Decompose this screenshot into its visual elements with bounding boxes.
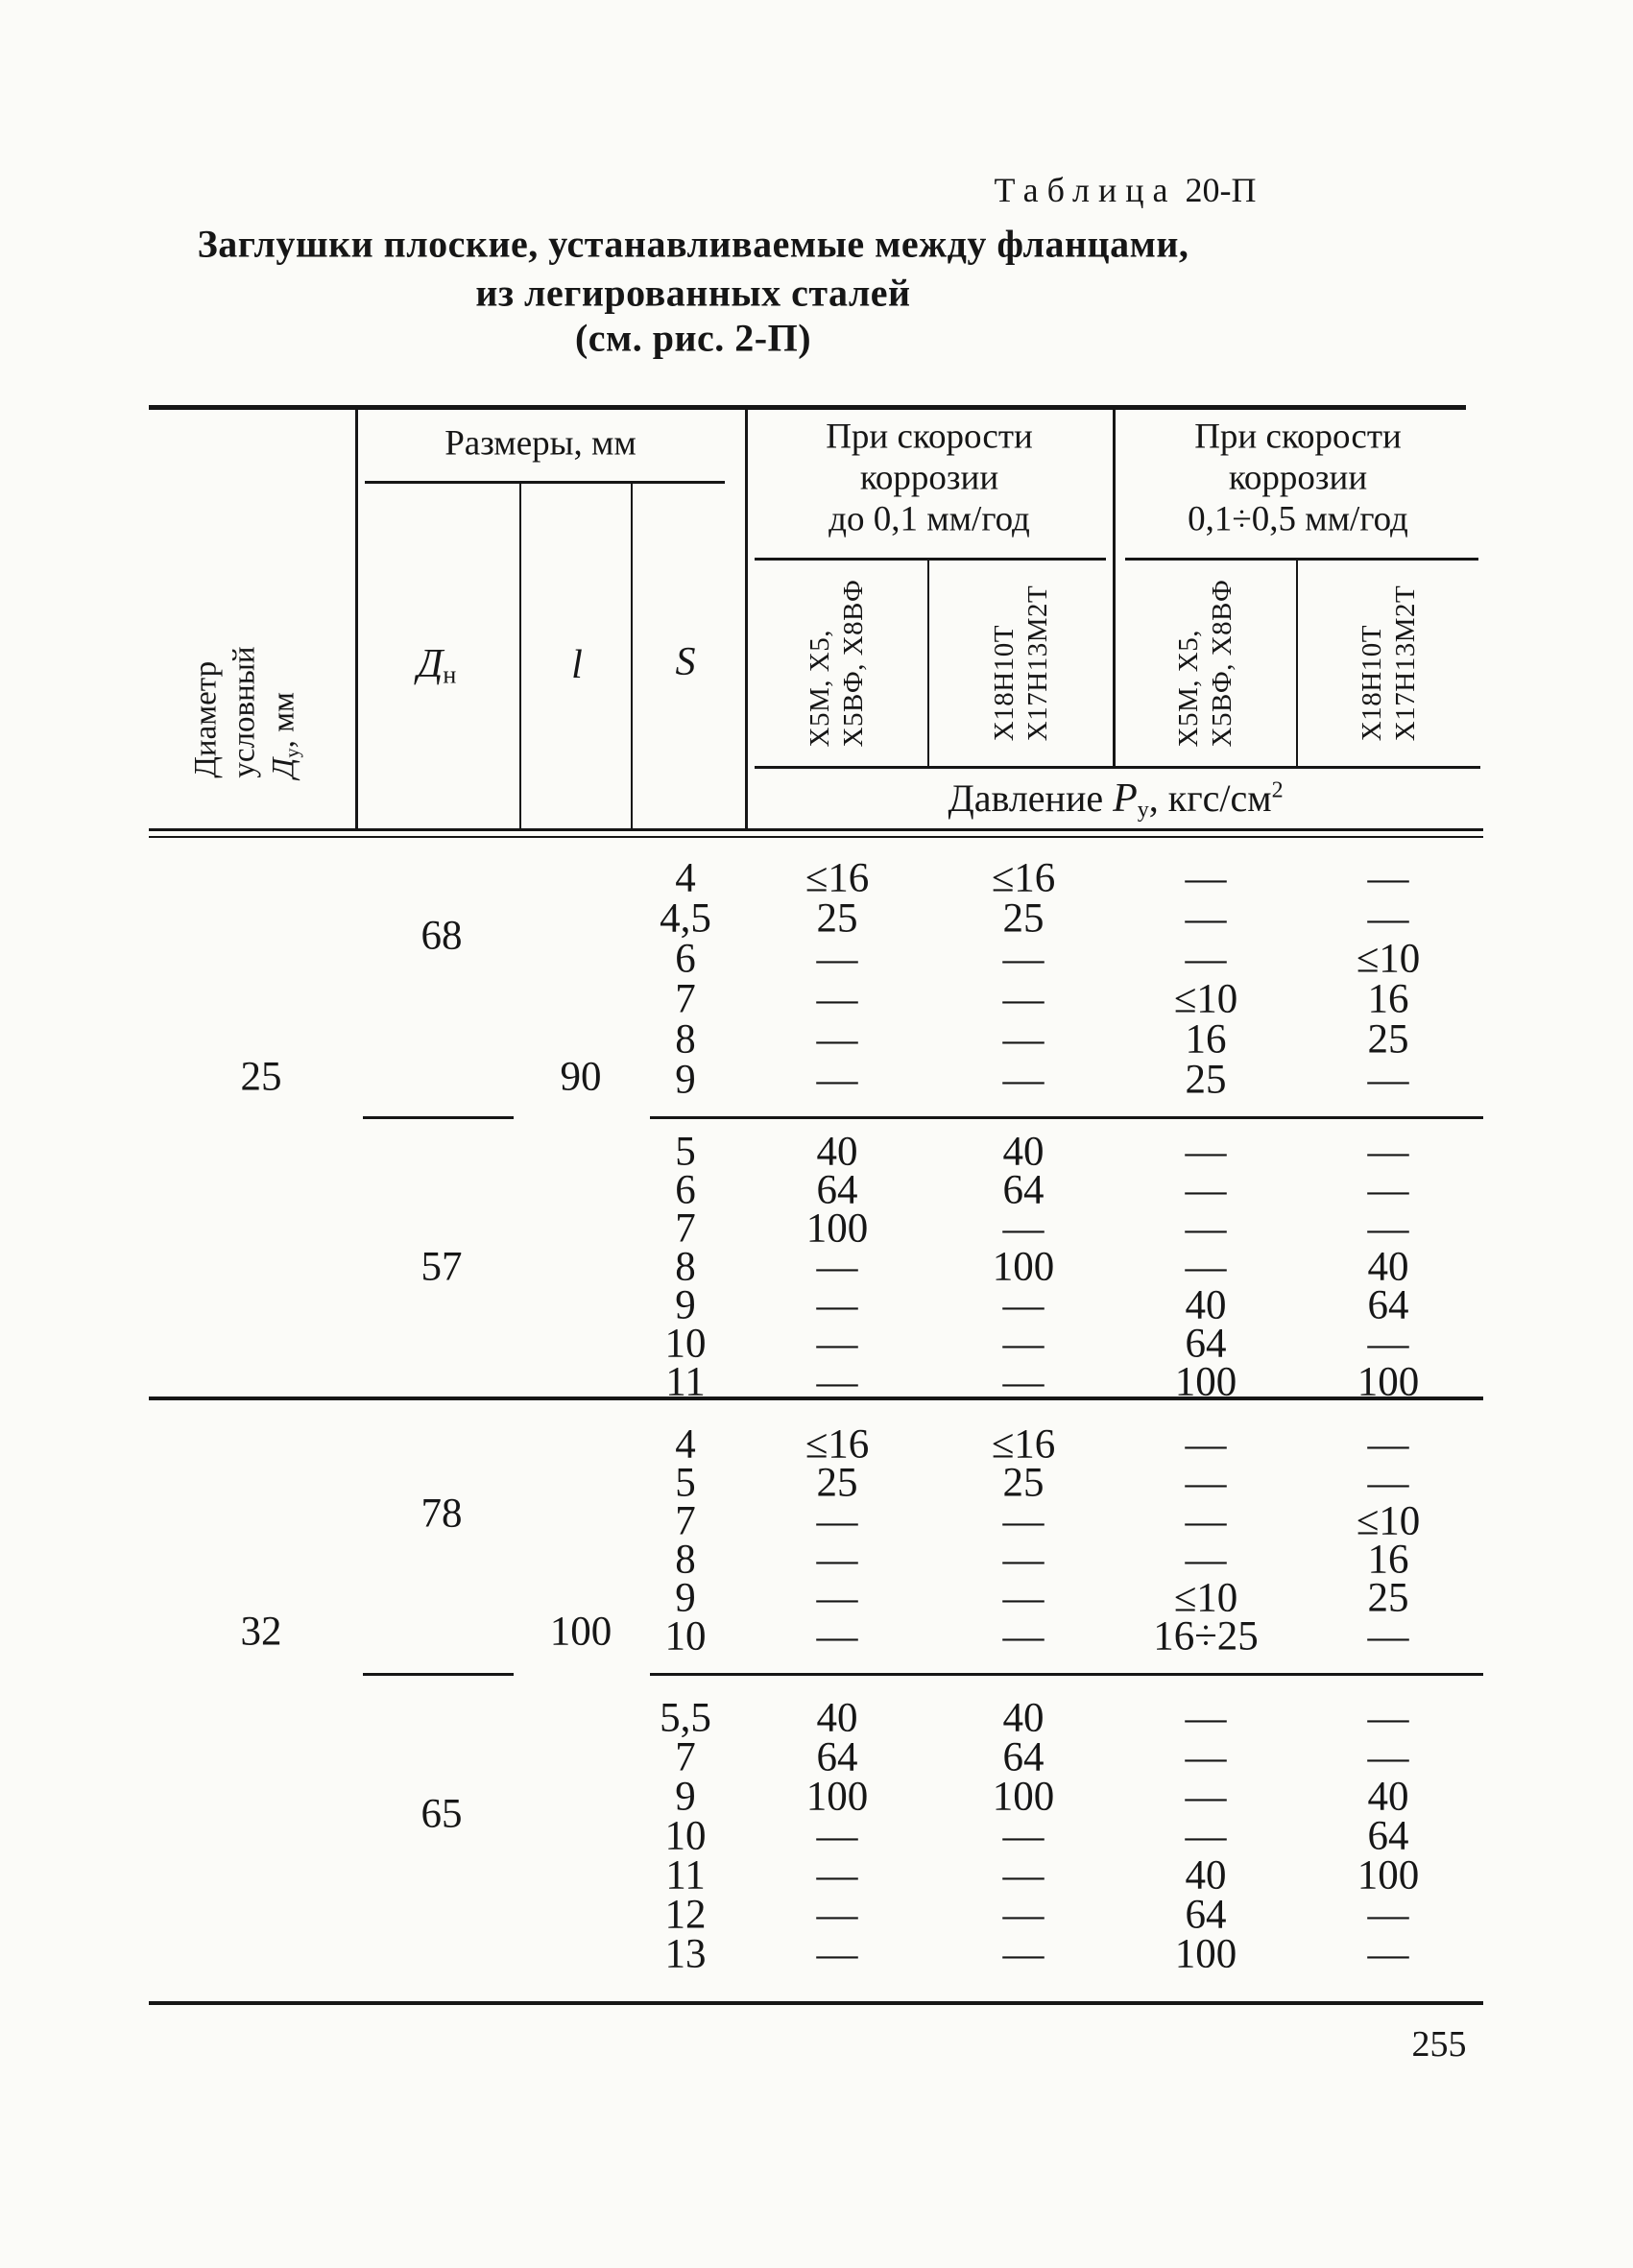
cell-thickness-s: 4 [675, 855, 696, 901]
cell-thickness-s: 8 [675, 1537, 696, 1583]
cell-thickness-s: 10 [664, 1813, 707, 1859]
cell-pressure-c3: — [1185, 1813, 1227, 1859]
cell-pressure-c2: — [1002, 1206, 1045, 1252]
cell-pressure-c1: 40 [816, 1695, 858, 1741]
cell-thickness-s: 4 [675, 1421, 696, 1468]
cell-pressure-c3: — [1185, 1695, 1227, 1741]
table-label [995, 170, 1257, 210]
cell-pressure-c4: ≤10 [1356, 1498, 1421, 1544]
page-number: 255 [1411, 2024, 1467, 2065]
cell-pressure-c1: — [816, 1813, 858, 1859]
cell-pressure-c4: 16 [1367, 1537, 1409, 1583]
page-title-line2: из легированных сталей [475, 271, 911, 315]
group1-line1: При скорости [826, 417, 1033, 457]
column-header-nominal-diameter [187, 646, 305, 777]
cell-pressure-c4: — [1367, 855, 1409, 901]
cell-pressure-c3: — [1185, 895, 1227, 942]
cell-pressure-c4: — [1367, 1421, 1409, 1468]
cell-pressure-c4: — [1367, 1129, 1409, 1175]
rule-header-bottom-a [149, 828, 1483, 831]
cell-thickness-s: 6 [675, 936, 696, 982]
cell-pressure-c2: — [1002, 1892, 1045, 1938]
group1-line2: коррозии [859, 458, 999, 498]
cell-pressure-c3: — [1185, 1206, 1227, 1252]
cell-pressure-c1: — [816, 1613, 858, 1659]
cell-pressure-c2: ≤16 [991, 855, 1056, 901]
table-label-number: 20-П [1185, 171, 1257, 209]
column-header-steel-a2: Х5М, Х5, Х5ВФ, Х8ВФ [1173, 579, 1237, 748]
cell-pressure-c4: 40 [1367, 1244, 1409, 1290]
cell-pressure-c2: 64 [1002, 1734, 1045, 1780]
cell-pressure-c2: 100 [992, 1774, 1055, 1820]
cell-pressure-c4: — [1367, 1460, 1409, 1506]
page-title-line3: (см. рис. 2-П) [574, 316, 812, 360]
cell-pressure-c3: 16 [1185, 1016, 1227, 1062]
rule-v-after-du [355, 408, 358, 830]
cell-pressure-c2: — [1002, 1321, 1045, 1367]
cell-pressure-c2: — [1002, 1282, 1045, 1328]
cell-pressure-c1: ≤16 [804, 1421, 870, 1468]
page-title-line1: Заглушки плоские, устанавливаемые между фланцами, [197, 222, 1189, 266]
cell-pressure-c3: ≤10 [1173, 1575, 1238, 1621]
cell-span-dn: 57 [420, 1244, 463, 1290]
cell-thickness-s: 9 [675, 1774, 696, 1820]
cell-span-l: 100 [549, 1609, 612, 1655]
cell-pressure-c4: 64 [1367, 1282, 1409, 1328]
cell-pressure-c1: 100 [805, 1774, 869, 1820]
cell-span-l: 90 [560, 1054, 602, 1100]
cell-pressure-c3: 40 [1185, 1282, 1227, 1328]
cell-pressure-c1: 64 [816, 1167, 858, 1213]
column-header-pressure: Давление $P_у$, кгс/$см^2$ [948, 776, 1284, 823]
diameter-line3: $Д_у$, мм [266, 692, 303, 778]
rule-under-group1 [755, 558, 1106, 561]
cell-pressure-c2: — [1002, 1852, 1045, 1898]
cell-thickness-s: 10 [664, 1613, 707, 1659]
rule-table-top [149, 405, 1466, 410]
rule-v-after-dn [519, 483, 521, 830]
cell-span-du: 32 [240, 1609, 282, 1655]
cell-pressure-c1: 25 [816, 895, 858, 942]
group1-line3: до 0,1 мм/год [829, 499, 1030, 539]
column-group-sizes: Размеры, мм [444, 423, 636, 464]
cell-thickness-s: 7 [675, 1734, 696, 1780]
cell-pressure-c2: — [1002, 1931, 1045, 1977]
cell-pressure-c3: — [1185, 1774, 1227, 1820]
group2-line3: 0,1÷0,5 мм/год [1188, 499, 1408, 539]
cell-pressure-c1: — [816, 976, 858, 1022]
cell-pressure-c1: — [816, 1892, 858, 1938]
cell-pressure-c3: 64 [1185, 1321, 1227, 1367]
cell-thickness-s: 12 [664, 1892, 707, 1938]
cell-pressure-c2: ≤16 [991, 1421, 1056, 1468]
cell-pressure-c3: — [1185, 1498, 1227, 1544]
cell-pressure-c3: — [1185, 1537, 1227, 1583]
cell-pressure-c1: 100 [805, 1206, 869, 1252]
cell-pressure-c1: — [816, 1282, 858, 1328]
cell-thickness-s: 13 [664, 1931, 707, 1977]
cell-pressure-c3: — [1185, 1167, 1227, 1213]
cell-pressure-c3: 100 [1174, 1931, 1237, 1977]
cell-pressure-c2: 64 [1002, 1167, 1045, 1213]
cell-pressure-c3: 100 [1174, 1359, 1237, 1405]
cell-pressure-c2: — [1002, 1613, 1045, 1659]
cell-thickness-s: 5,5 [660, 1695, 711, 1741]
cell-pressure-c3: 40 [1185, 1852, 1227, 1898]
cell-pressure-c1: — [816, 1931, 858, 1977]
cell-pressure-c4: — [1367, 1321, 1409, 1367]
cell-pressure-c3: — [1185, 1129, 1227, 1175]
cell-thickness-s: 8 [675, 1244, 696, 1290]
cell-span-dn: 65 [420, 1791, 463, 1837]
cell-thickness-s: 10 [664, 1321, 707, 1367]
cell-pressure-c4: — [1367, 1167, 1409, 1213]
column-header-steel-b1: Х18Н10Т Х17Н13М2Т [989, 585, 1053, 742]
cell-pressure-c3: — [1185, 936, 1227, 982]
rule-v-between-groups [1113, 408, 1116, 768]
cell-span-dn: 78 [420, 1491, 463, 1537]
cell-pressure-c1: ≤16 [804, 855, 870, 901]
cell-pressure-c1: — [816, 1575, 858, 1621]
cell-pressure-c3: 25 [1185, 1057, 1227, 1103]
cell-pressure-c2: — [1002, 1016, 1045, 1062]
cell-pressure-c2: — [1002, 1813, 1045, 1859]
cell-pressure-c1: 40 [816, 1129, 858, 1175]
rule-v-group2-split [1296, 560, 1298, 768]
column-header-l: l [571, 643, 583, 687]
cell-pressure-c3: — [1185, 1244, 1227, 1290]
cell-thickness-s: 7 [675, 1498, 696, 1544]
cell-thickness-s: 7 [675, 976, 696, 1022]
cell-pressure-c4: — [1367, 1057, 1409, 1103]
cell-pressure-c4: — [1367, 1695, 1409, 1741]
cell-thickness-s: 5 [675, 1129, 696, 1175]
cell-pressure-c4: 16 [1367, 976, 1409, 1022]
rule-above-pressure [755, 766, 1480, 769]
cell-thickness-s: 5 [675, 1460, 696, 1506]
cell-span-dn: 68 [420, 913, 463, 959]
cell-pressure-c1: — [816, 1537, 858, 1583]
rule-v-group1-split [927, 560, 929, 768]
rule-v-after-l [631, 483, 633, 830]
cell-pressure-c3: — [1185, 855, 1227, 901]
cell-pressure-c3: 16÷25 [1153, 1613, 1259, 1659]
cell-pressure-c1: — [816, 1852, 858, 1898]
cell-thickness-s: 9 [675, 1575, 696, 1621]
rule-table-bottom [149, 2001, 1483, 2005]
cell-pressure-c3: ≤10 [1173, 976, 1238, 1022]
group2-line2: коррозии [1228, 458, 1368, 498]
cell-pressure-c2: — [1002, 1537, 1045, 1583]
cell-thickness-s: 11 [665, 1359, 706, 1405]
column-header-steel-a1: Х5М, Х5, Х5ВФ, Х8ВФ [804, 579, 869, 748]
cell-pressure-c1: — [816, 1057, 858, 1103]
cell-pressure-c3: — [1185, 1421, 1227, 1468]
cell-thickness-s: 11 [665, 1852, 706, 1898]
cell-thickness-s: 4,5 [660, 895, 711, 942]
column-header-dn: $Д_н$ [417, 641, 457, 689]
column-header-s: S [675, 640, 696, 684]
cell-pressure-c4: — [1367, 1931, 1409, 1977]
cell-pressure-c4: 25 [1367, 1016, 1409, 1062]
rule-sep2-long [650, 1673, 1483, 1676]
cell-pressure-c4: 100 [1357, 1359, 1420, 1405]
cell-pressure-c3: 64 [1185, 1892, 1227, 1938]
cell-thickness-s: 9 [675, 1282, 696, 1328]
cell-pressure-c1: — [816, 1498, 858, 1544]
cell-pressure-c4: 25 [1367, 1575, 1409, 1621]
cell-pressure-c4: — [1367, 1206, 1409, 1252]
group2-line1: При скорости [1194, 417, 1402, 457]
cell-span-du: 25 [240, 1054, 282, 1100]
diameter-line1: Диаметр [188, 660, 224, 778]
cell-pressure-c4: — [1367, 895, 1409, 942]
table-label-word: Таблица [994, 171, 1177, 209]
cell-pressure-c1: 25 [816, 1460, 858, 1506]
cell-pressure-c4: 40 [1367, 1774, 1409, 1820]
cell-pressure-c1: — [816, 1321, 858, 1367]
cell-pressure-c3: — [1185, 1734, 1227, 1780]
cell-thickness-s: 8 [675, 1016, 696, 1062]
cell-thickness-s: 6 [675, 1167, 696, 1213]
cell-pressure-c4: ≤10 [1356, 936, 1421, 982]
cell-pressure-c2: 25 [1002, 895, 1045, 942]
cell-pressure-c1: — [816, 1016, 858, 1062]
rule-under-group2 [1125, 558, 1478, 561]
column-group-corrosion-1 [826, 418, 1033, 541]
cell-pressure-c2: 40 [1002, 1695, 1045, 1741]
cell-thickness-s: 9 [675, 1057, 696, 1103]
cell-pressure-c3: — [1185, 1460, 1227, 1506]
cell-pressure-c1: — [816, 936, 858, 982]
rule-header-bottom-b [149, 836, 1483, 838]
cell-pressure-c2: — [1002, 976, 1045, 1022]
cell-pressure-c1: 64 [816, 1734, 858, 1780]
cell-pressure-c2: — [1002, 1359, 1045, 1405]
rule-sep2-short [363, 1673, 514, 1676]
cell-pressure-c2: 100 [992, 1244, 1055, 1290]
cell-pressure-c4: 64 [1367, 1813, 1409, 1859]
column-header-steel-b2: Х18Н10Т Х17Н13М2Т [1357, 585, 1421, 742]
cell-pressure-c1: — [816, 1244, 858, 1290]
cell-pressure-c1: — [816, 1359, 858, 1405]
rule-v-after-s [745, 408, 748, 830]
column-group-corrosion-2 [1188, 418, 1408, 541]
cell-pressure-c2: 40 [1002, 1129, 1045, 1175]
cell-pressure-c2: — [1002, 936, 1045, 982]
rule-under-sizes [365, 481, 725, 484]
cell-pressure-c4: 100 [1357, 1852, 1420, 1898]
cell-pressure-c4: — [1367, 1892, 1409, 1938]
cell-pressure-c2: — [1002, 1057, 1045, 1103]
rule-sep1-long [650, 1116, 1483, 1119]
cell-pressure-c4: — [1367, 1734, 1409, 1780]
cell-pressure-c2: 25 [1002, 1460, 1045, 1506]
cell-pressure-c4: — [1367, 1613, 1409, 1659]
rule-sep1-short [363, 1116, 514, 1119]
cell-pressure-c2: — [1002, 1498, 1045, 1544]
diameter-line2: условный [227, 646, 262, 778]
cell-pressure-c2: — [1002, 1575, 1045, 1621]
cell-thickness-s: 7 [675, 1206, 696, 1252]
